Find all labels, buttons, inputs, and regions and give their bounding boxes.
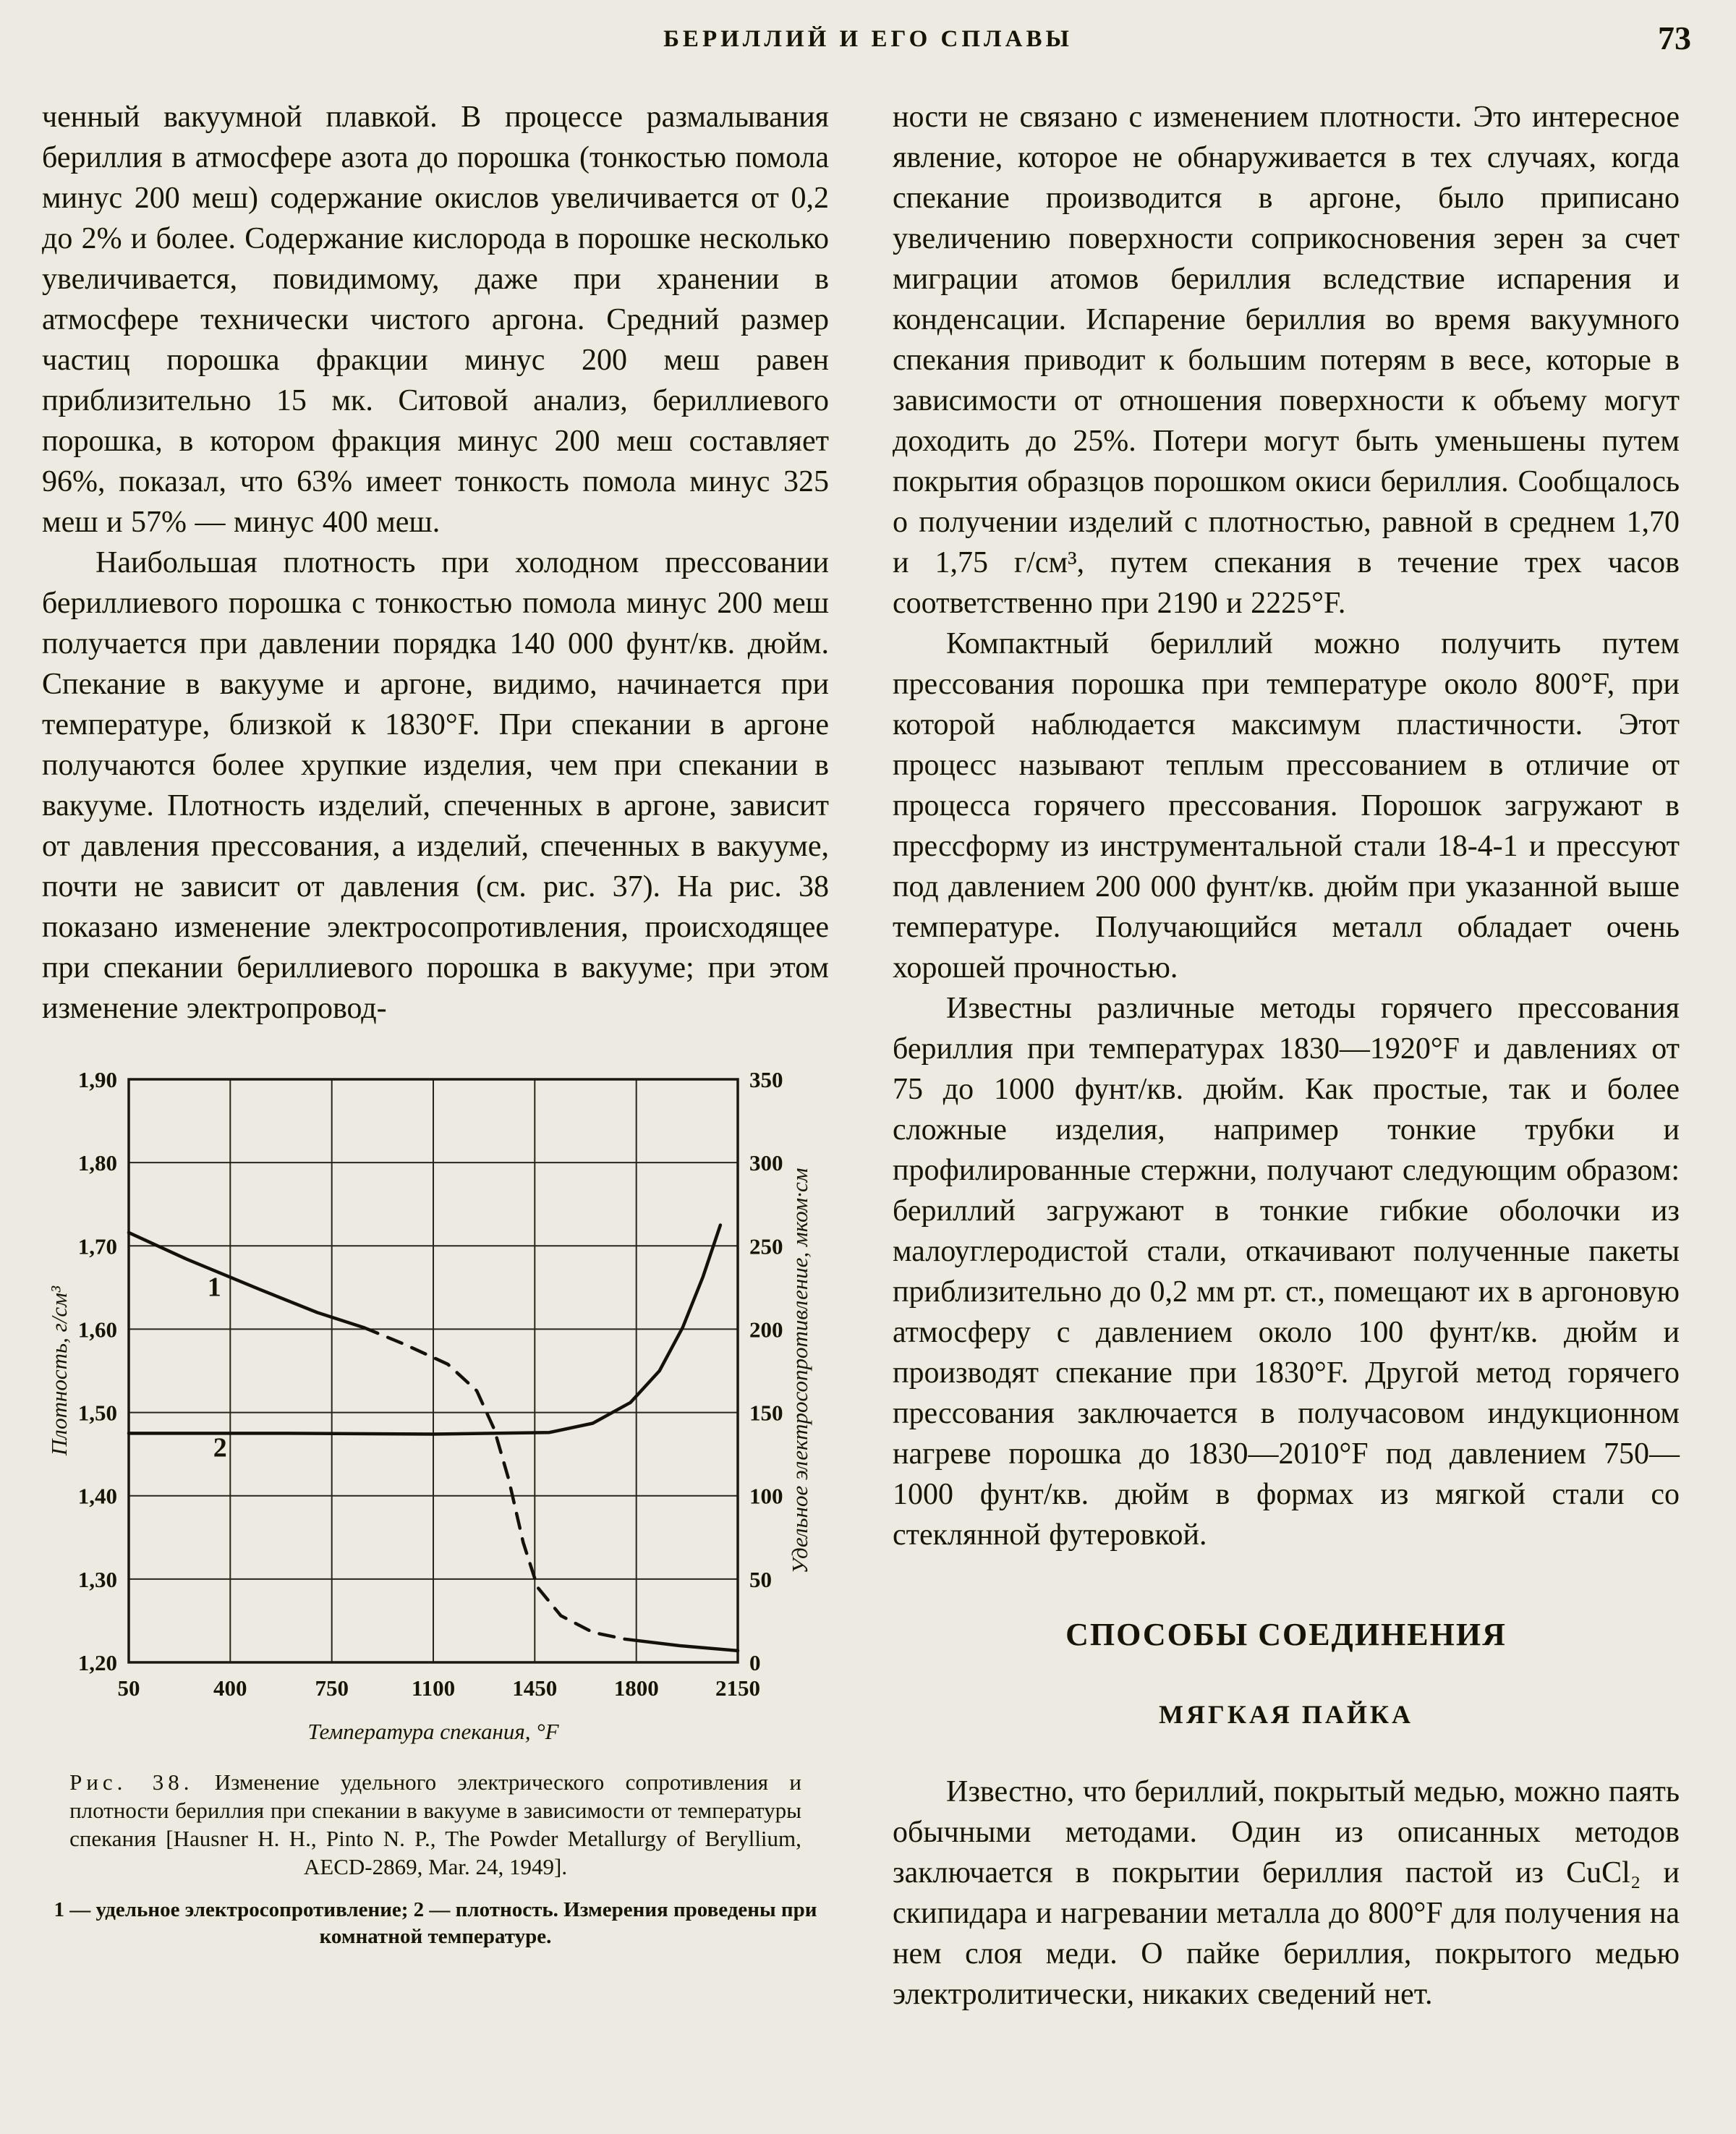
figure-caption [69,1768,801,1881]
svg-text:2: 2 [213,1432,227,1463]
svg-text:Температура спекания, °F: Температура спекания, °F [307,1719,559,1744]
svg-text:1,60: 1,60 [77,1317,117,1343]
sintering-chart [42,1062,829,1749]
svg-text:1800: 1800 [613,1675,659,1701]
svg-text:250: 250 [749,1233,783,1259]
svg-text:Удельное электросопротивление,: Удельное электросопротивление, мком·см [787,1168,812,1574]
svg-text:150: 150 [749,1400,783,1426]
figure-caption-label: Рис. 38. [69,1769,194,1795]
svg-text:1: 1 [207,1272,221,1303]
svg-text:1,80: 1,80 [77,1150,117,1176]
paragraph: Известно, что бериллий, покрытый медью, можно паять обычными методами. Один из описанных методов заключается в покрытии бериллия пастой из CuCl₂ и скипидара и нагревании металла до 800°F для получения на нем слоя меди. О пайке бериллия, покрытого медью электролитически, никаких сведений нет. [893,1775,1680,2011]
figure-footnote: 1 — удельное электросопротивление; 2 — плотность. Измерения проведены при комнатной температуре. [54,1898,817,1948]
paragraph: Компактный бериллий можно получить путем прессования порошка при температуре около 800°F, при которой наблюдается максимум пластичности. Этот процесс называют теплым прессованием в отличие от процесса горячего прессования. Порошок загружают в прессформу из инструментальной стали 18-4-1 и прессуют под давлением 200 000 фунт/кв. дюйм при указанной выше температуре. Получающийся металл обладает очень хорошей прочностью. [893,627,1680,985]
paragraph: ченный вакуумной плавкой. В процессе размалывания бериллия в атмосфере азота до порошка (тонкостью помола минус 200 меш) содержание окислов увеличивается от 0,2 до 2% и более. Содержание кислорода в порошке несколько увеличивается, повидимому, даже при хранении в атмосфере технически чистого аргона. Средний размер частиц порошка фракции минус 200 меш равен приблизительно 15 мк. Ситовой анализ, бериллиевого порошка, в котором фракция минус 200 меш составляет 96%, показал, что 63% имеет тонкость помола минус 325 меш и 57% — минус 400 меш. [42,101,829,539]
svg-text:1,70: 1,70 [77,1233,117,1259]
svg-text:1,40: 1,40 [77,1483,117,1509]
subsection-heading: МЯГКАЯ ПАЙКА [1158,1700,1414,1729]
page-number: 73 [1658,20,1691,56]
svg-text:100: 100 [749,1483,783,1509]
svg-text:2150: 2150 [715,1675,760,1701]
paragraph: ности не связано с изменением плотности. Это интересное явление, которое не обнаруживается в тех случаях, когда спекание производится в аргоне, было приписано увеличению поверхности соприкосновения зерен за счет миграции атомов бериллия вследствие испарения и конденсации. Испарение бериллия во время вакуумного спекания приводит к большим потерям в весе, которые в зависимости от отношения поверхности к объему могут доходить до 25%. Потери могут быть уменьшены путем покрытия образцов порошком окиси бериллия. Сообщалось о получении изделий с плотностью, равной в среднем 1,70 и 1,75 г/см³, путем спекания в течение трех часов соответственно при 2190 и 2225°F. [893,101,1680,620]
svg-text:1,50: 1,50 [77,1400,117,1426]
paragraph: Наибольшая плотность при холодном прессовании бериллиевого порошка с тонкостью помола минус 200 меш получается при давлении порядка 140 000 фунт/кв. дюйм. Спекание в вакууме и аргоне, видимо, начинается при температуре, близкой к 1830°F. При спекании в аргоне получаются более хрупкие изделия, чем при спекании в вакууме. Плотность изделий, спеченных в аргоне, зависит от давления прессования, а изделий, спеченных в вакууме, почти не зависит от давления (см. рис. 37). На рис. 38 показано изменение электросопротивления, происходящее при спекании бериллиевого порошка в вакууме; при этом изменение электропровод- [42,546,829,1025]
svg-text:Плотность, г/см³: Плотность, г/см³ [46,1285,72,1456]
svg-text:350: 350 [749,1067,783,1092]
svg-text:50: 50 [749,1566,772,1592]
svg-text:1,30: 1,30 [77,1566,117,1592]
svg-text:1,20: 1,20 [77,1650,117,1675]
right-column [893,97,1680,2015]
left-column [42,97,829,2015]
paragraph: Известны различные методы горячего прессования бериллия при температурах 1830—1920°F и давлениях от 75 до 1000 фунт/кв. дюйм. Как простые, так и более сложные изделия, например тонкие трубки и профилированные стержни, получают следующим образом: бериллий загружают в тонкие гибкие оболочки из малоуглеродистой стали, откачивают полученные пакеты приблизительно до 0,2 мм рт. ст., помещают их в аргоновую атмосферу с давлением около 100 фунт/кв. дюйм и производят спекание при 1830°F. Другой метод горячего прессования заключается в получасовом индукционном нагреве порошка до 1830—2010°F под давлением 750—1000 фунт/кв. дюйм в формах из мягкой стали со стеклянной футеровкой. [893,992,1680,1552]
running-title: БЕРИЛЛИЙ И ЕГО СПЛАВЫ [663,26,1073,52]
running-head [42,19,1694,65]
svg-text:400: 400 [213,1675,247,1701]
section-heading: СПОСОБЫ СОЕДИНЕНИЯ [1065,1617,1507,1652]
svg-text:1100: 1100 [411,1675,456,1701]
two-column-layout [42,97,1694,2015]
svg-text:0: 0 [749,1650,761,1675]
svg-text:300: 300 [749,1150,783,1176]
svg-text:200: 200 [749,1317,783,1343]
svg-text:750: 750 [315,1675,349,1701]
figure-38 [42,1062,829,1950]
figure-caption-text: Изменение удельного электрического сопротивления и плотности бериллия при спекании в вакууме в зависимости от температуры спекания [Hausner H. H., Pinto N. P., The Powder Metallurgy of Beryllium, AECD-2869, Mar. 24, 1949]. [69,1769,801,1879]
svg-text:1450: 1450 [512,1675,558,1701]
svg-text:1,90: 1,90 [77,1067,117,1092]
svg-text:50: 50 [117,1675,140,1701]
